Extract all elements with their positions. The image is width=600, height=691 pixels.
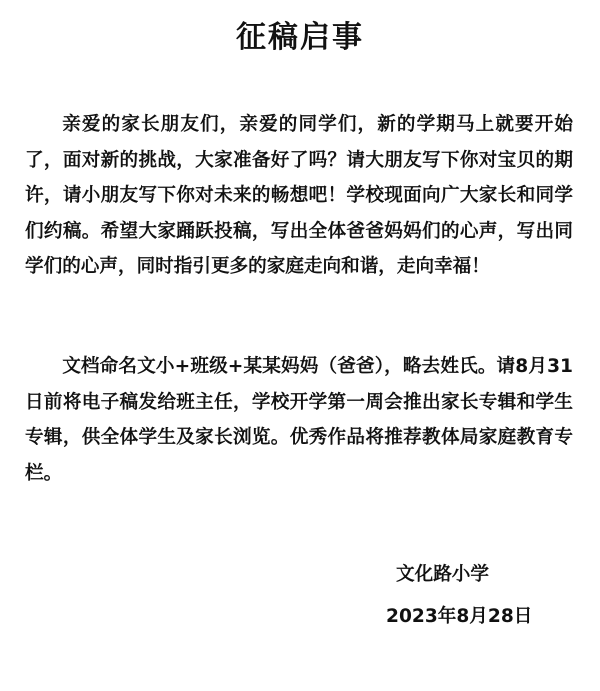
paragraph-instructions: 文档命名文小+班级+某某妈妈（爸爸），略去姓氏。请8月31日前将电子稿发给班主任，学校开学第一周会推出家长专辑和学生专辑，供全体学生及家长浏览。优秀作品将推荐教体局家庭教育专栏。 [25,356,573,484]
document-title: 征稿启事 [236,20,364,55]
paragraph-invitation: 亲爱的家长朋友们，亲爱的同学们，新的学期马上就要开始了，面对新的挑战，大家准备好了吗？请大朋友写下你对宝贝的期许，请小朋友写下你对未来的畅想吧！学校现面向广大家长和同学们约稿。希望大家踊跃投稿，写出全体爸爸妈妈们的心声，写出同学们的心声，同时指引更多的家庭走向和谐，走向幸福！ [25,114,573,277]
signature-date: 2023年8月28日 [386,606,533,627]
signature-school: 文化路小学 [396,564,489,585]
